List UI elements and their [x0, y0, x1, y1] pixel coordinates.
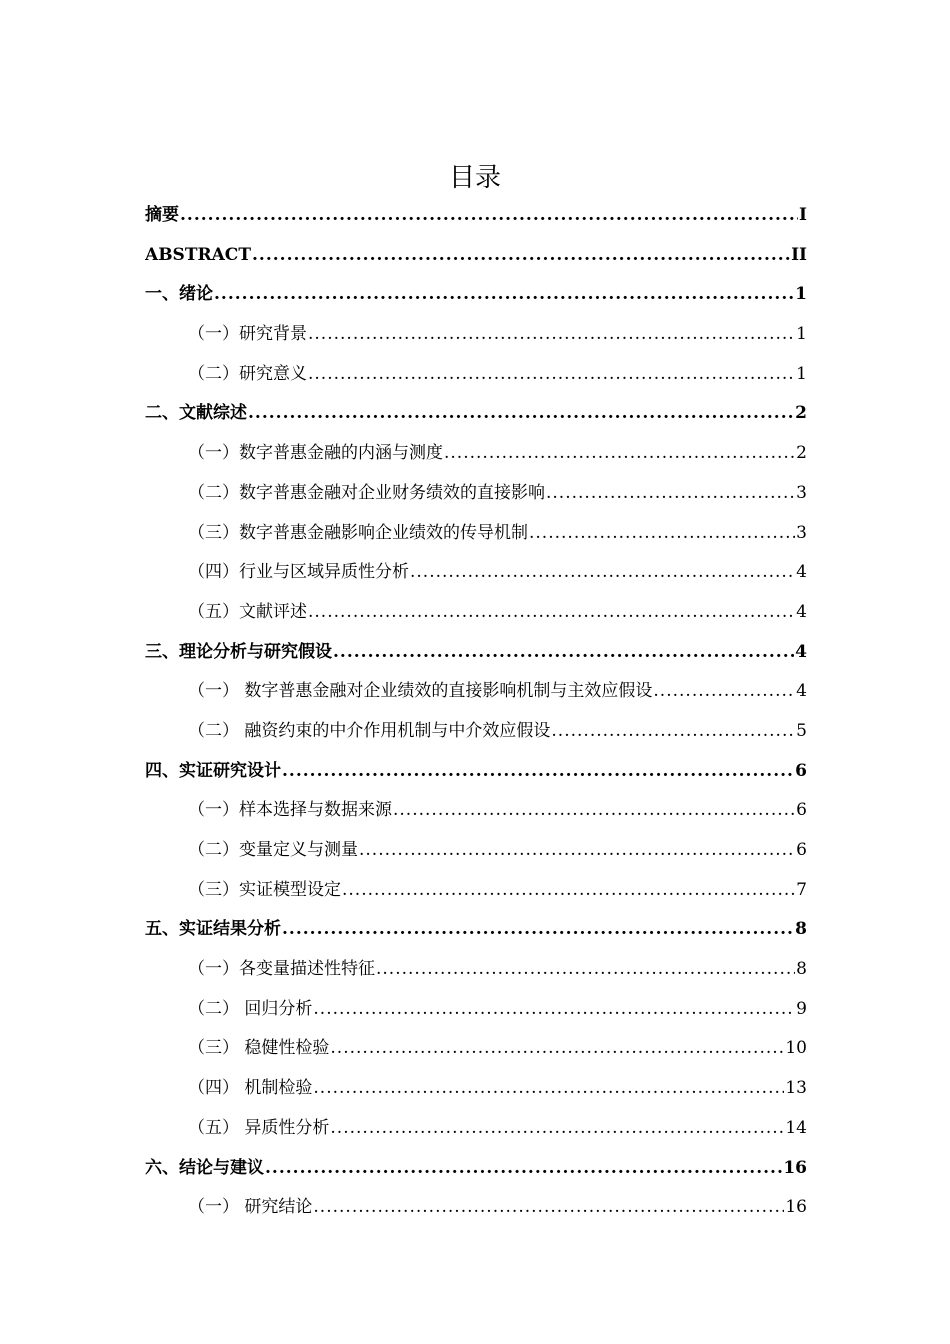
toc-entry-label: （三）数字普惠金融影响企业绩效的传导机制	[188, 522, 528, 543]
toc-dot-leader	[252, 236, 790, 276]
toc-entry-page-number: 8	[795, 919, 807, 940]
toc-entry-page-number: 1	[796, 324, 807, 345]
toc-entry-page-number: 3	[796, 522, 807, 543]
toc-entry-page-number: 2	[795, 403, 807, 424]
toc-entry-label: 一、绪论	[145, 284, 213, 305]
toc-entry-page-number: 16	[783, 1157, 807, 1178]
toc-entry[interactable]	[145, 910, 807, 950]
toc-dot-leader	[359, 831, 795, 871]
toc-entry[interactable]	[145, 831, 807, 871]
toc-dot-leader	[282, 752, 794, 792]
toc-title: 目录	[448, 163, 501, 193]
toc-entry-label: （二）变量定义与测量	[188, 840, 358, 860]
toc-entry-label: 四、实证研究设计	[145, 760, 281, 781]
toc-dot-leader	[330, 1109, 784, 1149]
toc-entry-page-number: 6	[796, 840, 807, 860]
toc-entry[interactable]	[145, 712, 807, 752]
toc-entry-page-number: 7	[796, 879, 807, 900]
toc-entry[interactable]	[145, 752, 807, 792]
toc-entry-label: 二、文献综述	[145, 403, 247, 424]
toc-entry-label: （二）数字普惠金融对企业财务绩效的直接影响	[188, 482, 545, 503]
toc-entry-page-number: 4	[796, 562, 807, 583]
toc-entry-label: （一）样本选择与数据来源	[188, 800, 392, 821]
toc-entry[interactable]	[145, 196, 807, 236]
toc-entry[interactable]	[145, 514, 807, 554]
toc-entry-label: （二）研究意义	[188, 363, 307, 384]
toc-dot-leader	[393, 791, 795, 831]
toc-dot-leader	[444, 434, 795, 474]
toc-entry-page-number: II	[791, 244, 807, 265]
toc-entry-page-number: 4	[795, 641, 807, 662]
toc-entry-page-number: 1	[795, 284, 807, 305]
toc-entry-page-number: 10	[785, 1038, 807, 1059]
toc-dot-leader	[214, 275, 794, 315]
toc-entry-label: （二） 融资约束的中介作用机制与中介效应假设	[188, 720, 551, 741]
toc-dot-leader	[265, 1149, 782, 1189]
toc-entry[interactable]	[145, 950, 807, 990]
toc-entry[interactable]	[145, 1149, 807, 1189]
toc-dot-leader	[342, 871, 795, 911]
toc-dot-leader	[529, 514, 795, 554]
toc-entry-page-number: I	[799, 205, 807, 225]
toc-dot-leader	[248, 394, 794, 434]
toc-entry[interactable]	[145, 1029, 807, 1069]
toc-entry[interactable]	[145, 236, 807, 276]
toc-dot-leader	[330, 1029, 784, 1069]
toc-entry[interactable]	[145, 1069, 807, 1109]
toc-dot-leader	[653, 672, 795, 712]
toc-entry-label: （一） 研究结论	[188, 1197, 313, 1218]
toc-entry-page-number: 14	[785, 1117, 807, 1138]
toc-entry-page-number: 9	[796, 998, 807, 1019]
toc-dot-leader	[551, 712, 795, 752]
toc-entry-label: 五、实证结果分析	[145, 919, 281, 940]
toc-entry-page-number: 3	[796, 482, 807, 503]
toc-list	[145, 196, 807, 1228]
toc-entry-label: ABSTRACT	[145, 244, 251, 265]
toc-dot-leader	[282, 910, 794, 950]
toc-dot-leader	[376, 950, 795, 990]
toc-entry[interactable]	[145, 553, 807, 593]
toc-entry[interactable]	[145, 275, 807, 315]
toc-entry-label: （一）研究背景	[188, 324, 307, 345]
toc-entry-label: 六、结论与建议	[145, 1157, 264, 1178]
toc-dot-leader	[308, 593, 795, 633]
toc-entry[interactable]	[145, 315, 807, 355]
toc-entry[interactable]	[145, 474, 807, 514]
toc-entry-label: （一）各变量描述性特征	[188, 959, 375, 980]
toc-dot-leader	[313, 990, 795, 1030]
toc-entry[interactable]	[145, 871, 807, 911]
toc-entry-label: （一） 数字普惠金融对企业绩效的直接影响机制与主效应假设	[188, 681, 653, 702]
toc-entry[interactable]	[145, 394, 807, 434]
toc-dot-leader	[313, 1069, 784, 1109]
toc-entry[interactable]	[145, 1109, 807, 1149]
toc-entry[interactable]	[145, 593, 807, 633]
toc-entry-label: （五） 异质性分析	[188, 1117, 330, 1138]
toc-entry-page-number: 16	[785, 1197, 807, 1218]
toc-entry-page-number: 4	[796, 601, 807, 622]
toc-entry-label: （四）行业与区域异质性分析	[188, 562, 409, 583]
toc-entry-page-number: 6	[795, 760, 807, 781]
toc-entry[interactable]	[145, 1188, 807, 1228]
toc-entry-page-number: 1	[796, 363, 807, 384]
toc-entry-label: （四） 机制检验	[188, 1078, 313, 1099]
toc-entry[interactable]	[145, 672, 807, 712]
toc-entry-label: （二） 回归分析	[188, 998, 313, 1019]
toc-entry-page-number: 13	[785, 1078, 807, 1099]
toc-entry-label: 摘要	[145, 205, 179, 225]
toc-entry-page-number: 2	[796, 443, 807, 464]
toc-dot-leader	[180, 196, 798, 236]
toc-entry[interactable]	[145, 355, 807, 395]
toc-entry[interactable]	[145, 434, 807, 474]
toc-entry-label: （三）实证模型设定	[188, 879, 341, 900]
toc-dot-leader	[546, 474, 795, 514]
toc-dot-leader	[313, 1188, 784, 1228]
toc-entry-label: （三） 稳健性检验	[188, 1038, 330, 1059]
toc-dot-leader	[308, 315, 795, 355]
toc-entry-label: （五）文献评述	[188, 601, 307, 622]
toc-entry-page-number: 8	[796, 959, 807, 980]
toc-entry-label: 三、理论分析与研究假设	[145, 641, 332, 662]
toc-entry[interactable]	[145, 990, 807, 1030]
toc-dot-leader	[333, 633, 794, 673]
toc-entry-page-number: 5	[796, 720, 807, 741]
toc-entry-page-number: 4	[796, 681, 807, 702]
toc-entry[interactable]	[145, 633, 807, 673]
toc-entry-label: （一）数字普惠金融的内涵与测度	[188, 443, 443, 464]
toc-entry[interactable]	[145, 791, 807, 831]
toc-entry-page-number: 6	[796, 800, 807, 821]
toc-dot-leader	[308, 355, 795, 395]
toc-dot-leader	[410, 553, 795, 593]
